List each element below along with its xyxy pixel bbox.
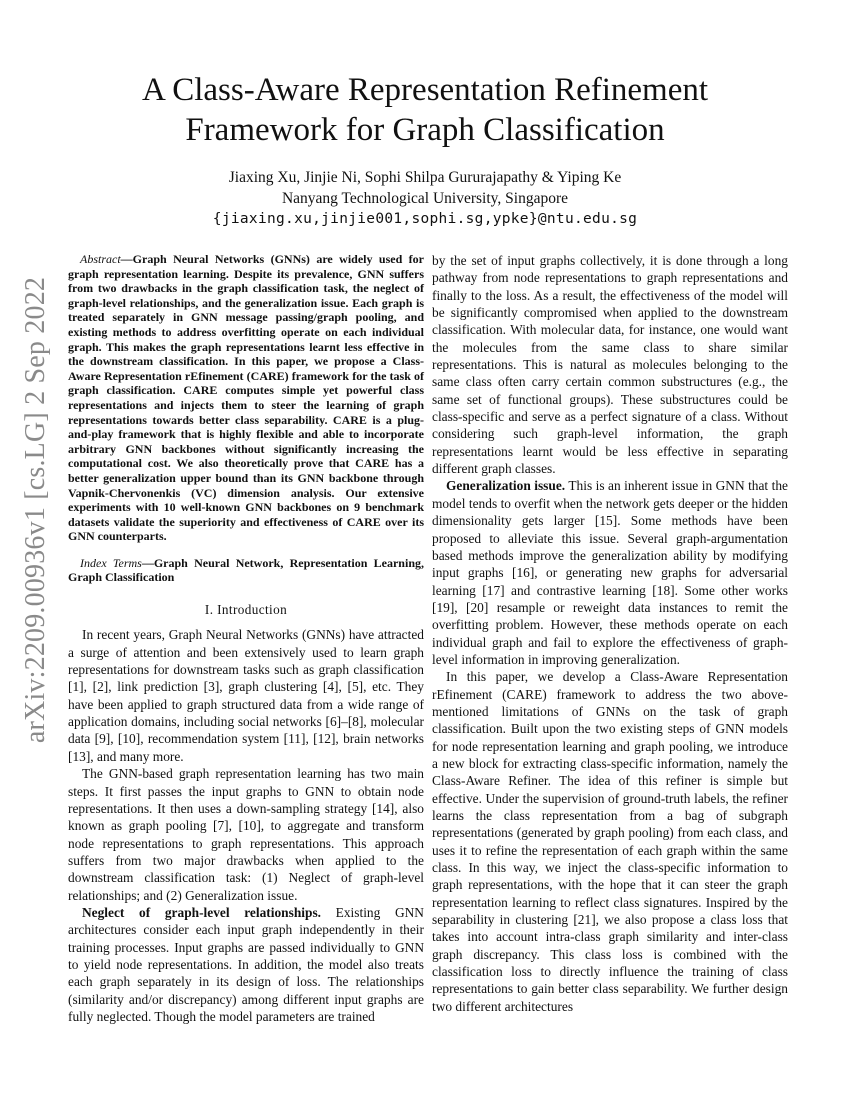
title-line-1: A Class-Aware Representation Refinement: [141, 72, 709, 108]
index-terms-text: —Graph Neural Network, Representation Learning, Graph Classification: [68, 555, 424, 585]
intro-paragraph-2: The GNN-based graph representation learning has two main steps. It first passes the input graphs to GNN to obtain node representations. It then uses a down-sampling strategy [14], also known as graph pooling [7], [10], to aggregate and transform node representations to graph representations. This approach suffers from two major drawbacks when applied to the downstream classification task: (1) Neglect of graph-level relationships; and (2) Generalization issue.: [68, 766, 424, 903]
left-column: [68, 252, 424, 1025]
generalization-paragraph: [432, 477, 788, 668]
abstract-label: Abstract: [80, 252, 121, 266]
neglect-text: Existing GNN architectures consider each input graph independently in their training processes. Input graphs are passed individually to GNN to yield node representations. In addition, the model also treats each graph separately in its design of loss. The relationships (similarity and/or discrepancy) among different input graphs are fully neglected. Though the model parameters are trained: [68, 904, 424, 1024]
generalization-runin-heading: Generalization issue.: [446, 478, 566, 494]
right-paragraph-continuation: by the set of input graphs collectively, it is done through a long pathway from node representations to graph representations and finally to the loss. As a result, the effectiveness of the model will be significantly compromised when applied to the downstream classification. With molecular data, for instance, one would want the molecules from the same class to share similar representations. This is natural as molecules belonging to the same class often carry certain common substructures (e.g., the same set of functional groups). These substructures could be class-specific and serve as a perfect signature of a class. Without considering such graph-level information, the graph representations learnt would be less effective in separating different graph classes.: [432, 253, 788, 477]
author-emails: {jiaxing.xu,jinjie001,sophi.sg,ypke}@ntu.edu.sg: [212, 211, 638, 227]
index-terms: [68, 556, 424, 585]
abstract: [68, 252, 424, 544]
arxiv-side-stamp: [14, 276, 58, 744]
generalization-text: This is an inherent issue in GNN that the model tends to overfit when the network gets deeper or the hidden dimensionality gets larger [15]. Some methods have been proposed to alleviate this issue. Several graph-argumentation based methods improve the generalization ability by modifying input graphs [16], or generating new graphs for adversarial learning [17] and contrastive learning [18]. Some other works [19], [20] resample or reweight data instances to remit the overfitting problem. However, these methods operate on each individual graph and fail to explore the effectiveness of graph-level information in improving generalization.: [432, 478, 788, 667]
author-block: [100, 167, 750, 230]
right-column: [432, 252, 788, 1015]
author-affiliation: Nanyang Technological University, Singapore: [281, 190, 569, 207]
paper-title: [100, 70, 750, 150]
arxiv-identifier: arXiv:2209.00936v1 [cs.LG] 2 Sep 2022: [20, 276, 51, 744]
section-heading-introduction: I. Introduction: [204, 602, 288, 618]
neglect-runin-heading: Neglect of graph-level relationships.: [82, 904, 321, 920]
intro-paragraph-1: In recent years, Graph Neural Networks (GNNs) have attracted a surge of attention and been extensively used to learn graph representations for downstream tasks such as graph classification [1], [2], link prediction [3], graph clustering [4], [5], etc. They have been applied to graph structured data from a wide range of application domains, including social networks [6]–[8], molecular data [9], [10], recommendation system [11], [12], brain networks [13], and many more.: [68, 627, 424, 764]
care-paragraph: In this paper, we develop a Class-Aware Representation rEfinement (CARE) framework to address the two above-mentioned limitations of GNNs on the task of graph classification. Built upon the two existing steps of GNN models for node representation learning and graph pooling, we introduce a new block for extracting class-specific information, namely the Class-Aware Refiner. The idea of this refiner is simple but effective. Under the supervision of ground-truth labels, the refiner learns the class representation from a bag of subgraph representations (generated by graph pooling) from each class, and uses it to refine the representation of each graph within the same class. In this way, we inject the class-specific information to graph representations, with the hope that it can steer the graph representation learning to reflect class signatures. Inspired by the separability in clustering [21], we also propose a class loss that takes into account intra-class graph similarity and inter-class graph discrepancy. This class loss is combined with the classification loss to directly influence the training of class representations to gain better class separability. We further design two different architectures: [432, 669, 788, 1014]
abstract-text: —Graph Neural Networks (GNNs) are widely used for graph representation learning. Despite its prevalence, GNN suffers from two drawbacks in the graph classification task, the neglect of graph-level relationships, and the generalization issue. Each graph is treated separately in GNN message passing/graph pooling, and existing methods to address overfitting operate on each individual graph. This makes the graph representations learnt less effective in the downstream classification. In this paper, we propose a Class-Aware Representation rEfinement (CARE) framework for the task of graph classification. CARE computes simple yet powerful class representations and injects them to steer the learning of graph representations towards better class separability. CARE is a plug-and-play framework that is highly flexible and able to incorporate arbitrary GNN backbones without significantly increasing the computational cost. We also theoretically prove that CARE has a better generalization upper bound than its GNN backbone through Vapnik-Chervonenkis (VC) dimension analysis. Our extensive experiments with 10 well-known GNN backbones on 9 benchmark datasets validate the superiority and effectiveness of CARE over its GNN counterparts.: [68, 252, 424, 544]
neglect-paragraph: [68, 904, 424, 1025]
index-terms-label: Index Terms: [80, 555, 142, 570]
title-line-2: Framework for Graph Classification: [185, 112, 665, 148]
author-names: Jiaxing Xu, Jinjie Ni, Sophi Shilpa Gururajapathy & Yiping Ke: [228, 169, 622, 186]
